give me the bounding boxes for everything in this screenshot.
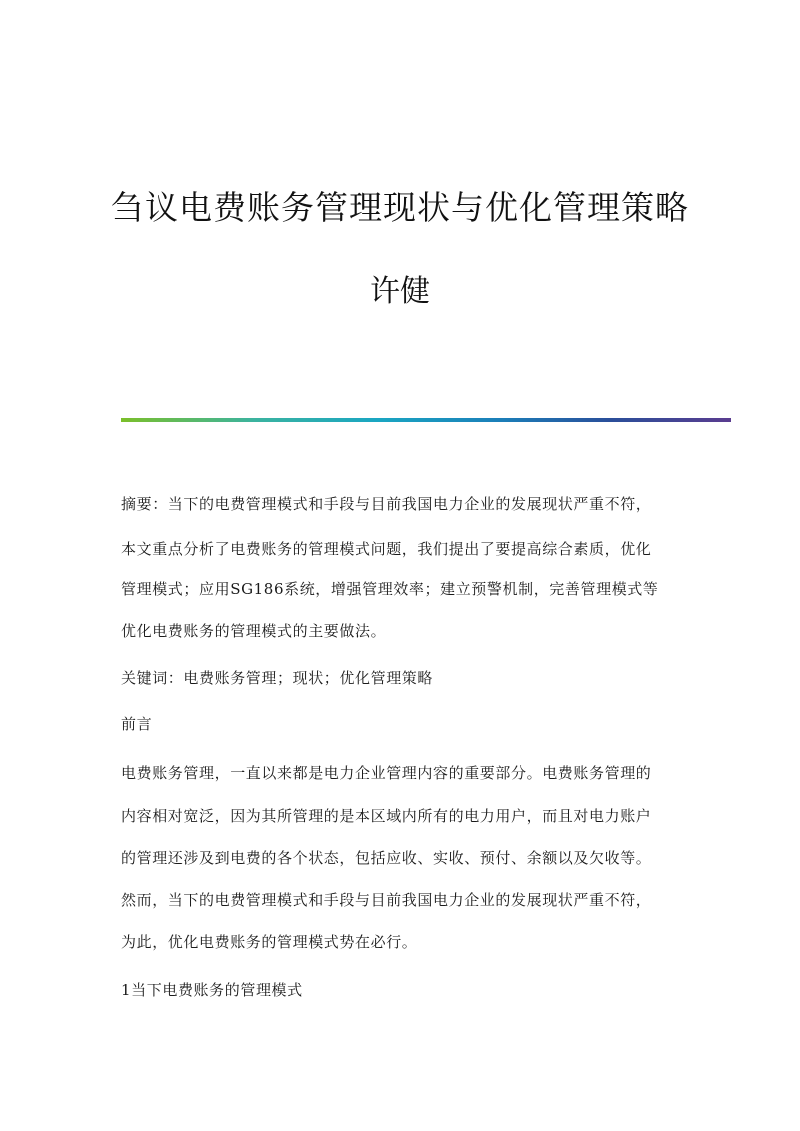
keywords: 关键词：电费账务管理；现状；优化管理策略 <box>121 669 434 687</box>
abstract-line: 摘要：当下的电费管理模式和手段与目前我国电力企业的发展现状严重不符， <box>121 495 652 513</box>
title-divider <box>121 418 731 422</box>
abstract-line: 优化电费账务的管理模式的主要做法。 <box>121 622 387 640</box>
preface-line: 为此，优化电费账务的管理模式势在必行。 <box>121 933 418 951</box>
preface-line: 电费账务管理，一直以来都是电力企业管理内容的重要部分。电费账务管理的 <box>121 764 652 782</box>
preface-line: 内容相对宽泛，因为其所管理的是本区域内所有的电力用户，而且对电力账户 <box>121 807 652 825</box>
preface-heading: 前言 <box>121 715 153 733</box>
abstract-line: 本文重点分析了电费账务的管理模式问题，我们提出了要提高综合素质，优化 <box>121 540 652 558</box>
document-title: 刍议电费账务管理现状与优化管理策略 <box>111 188 689 227</box>
section-heading: 1当下电费账务的管理模式 <box>121 981 303 999</box>
preface-line: 的管理还涉及到电费的各个状态，包括应收、实收、预付、余额以及欠收等。 <box>121 849 652 867</box>
preface-line: 然而，当下的电费管理模式和手段与目前我国电力企业的发展现状严重不符， <box>121 891 652 909</box>
abstract-line: 管理模式；应用SG186系统，增强管理效率；建立预警机制，完善管理模式等 <box>121 580 659 598</box>
author-name: 许健 <box>370 274 430 309</box>
